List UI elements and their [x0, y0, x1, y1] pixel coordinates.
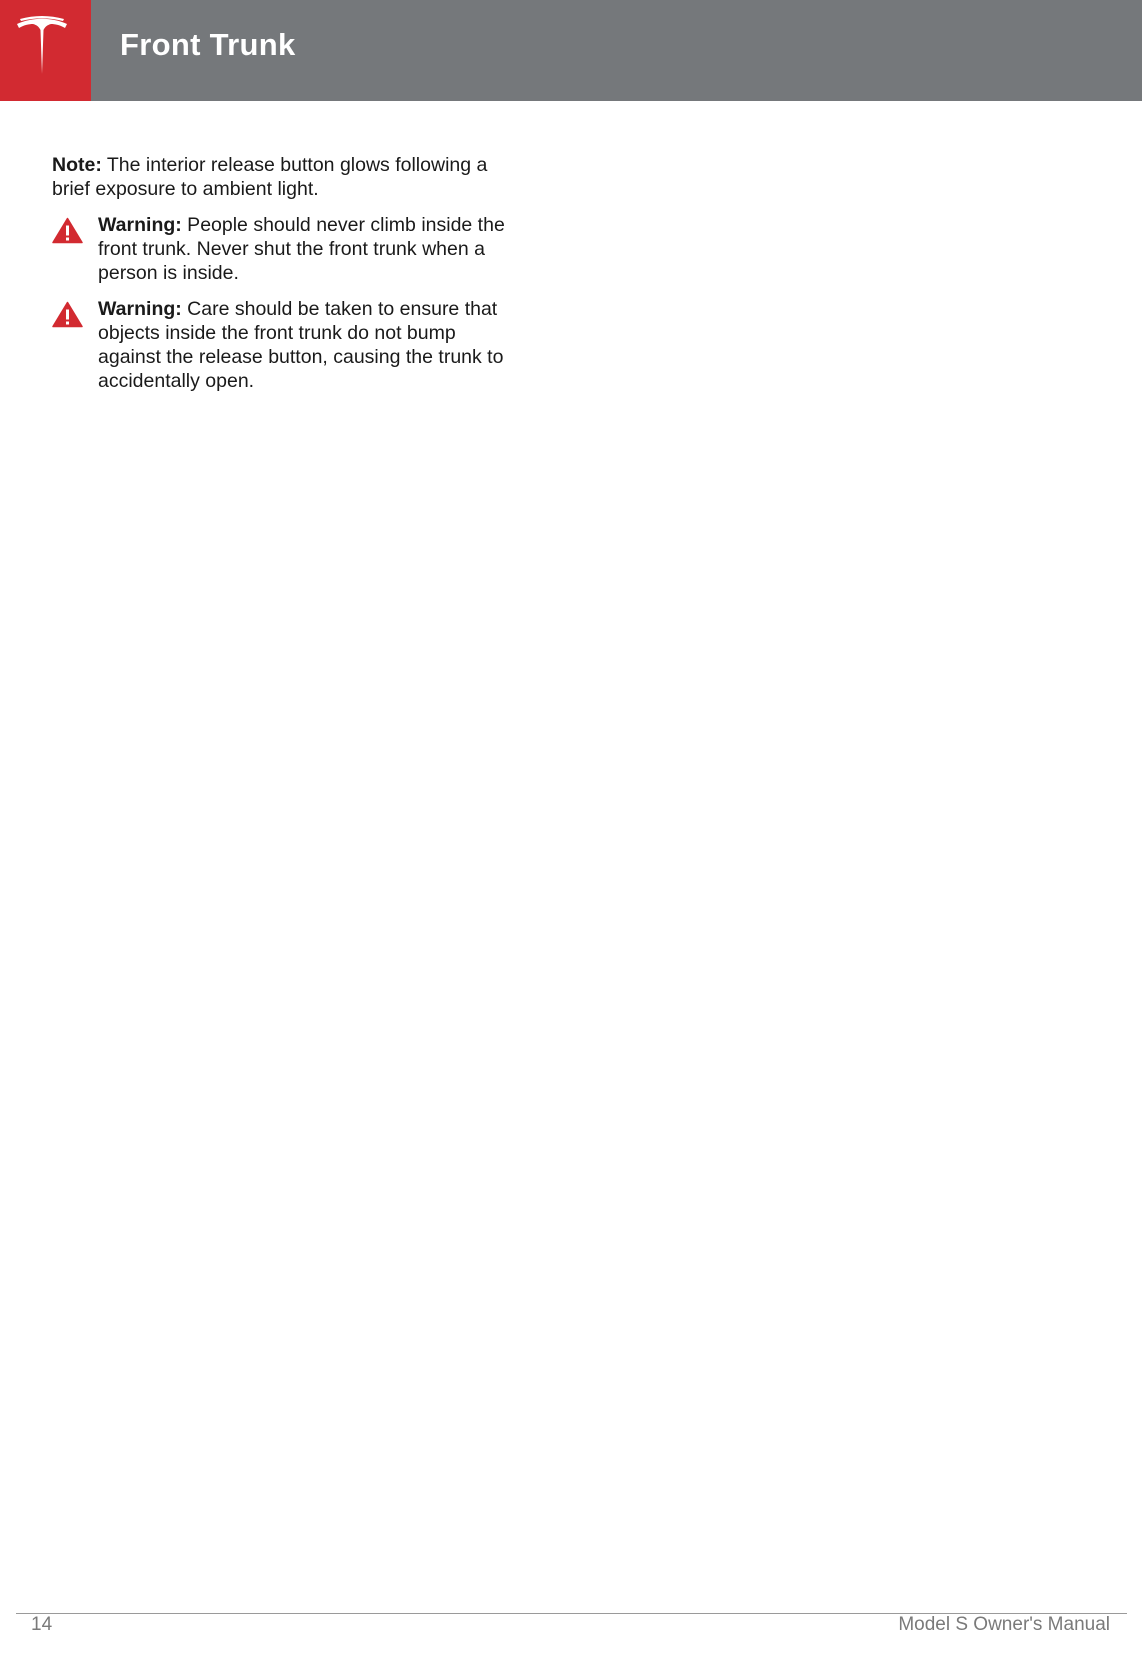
note-paragraph — [52, 153, 522, 201]
tesla-logo-icon — [14, 16, 70, 76]
warning-body: Care should be taken to ensure that objects inside the front trunk do not bump against the release button, causing the trunk to accidentally open. — [98, 298, 504, 392]
warning-block — [52, 297, 522, 393]
warning-label: Warning: — [98, 298, 182, 320]
warning-label: Warning: — [98, 214, 182, 236]
page-title: Front Trunk — [120, 27, 296, 62]
content-column — [52, 153, 522, 405]
warning-triangle-icon — [52, 301, 83, 328]
warning-triangle-icon — [52, 217, 83, 244]
warning-text — [98, 297, 522, 393]
note-label: Note: — [52, 154, 102, 176]
warning-body: People should never climb inside the front trunk. Never shut the front trunk when a person is inside. — [98, 214, 505, 284]
warning-text — [98, 213, 522, 285]
logo-block — [0, 0, 91, 101]
warning-block — [52, 213, 522, 285]
page-header — [0, 0, 1142, 101]
manual-title: Model S Owner's Manual — [898, 1614, 1110, 1635]
page-number: 14 — [31, 1614, 53, 1635]
note-text: The interior release button glows following a brief exposure to ambient light. — [52, 154, 488, 200]
